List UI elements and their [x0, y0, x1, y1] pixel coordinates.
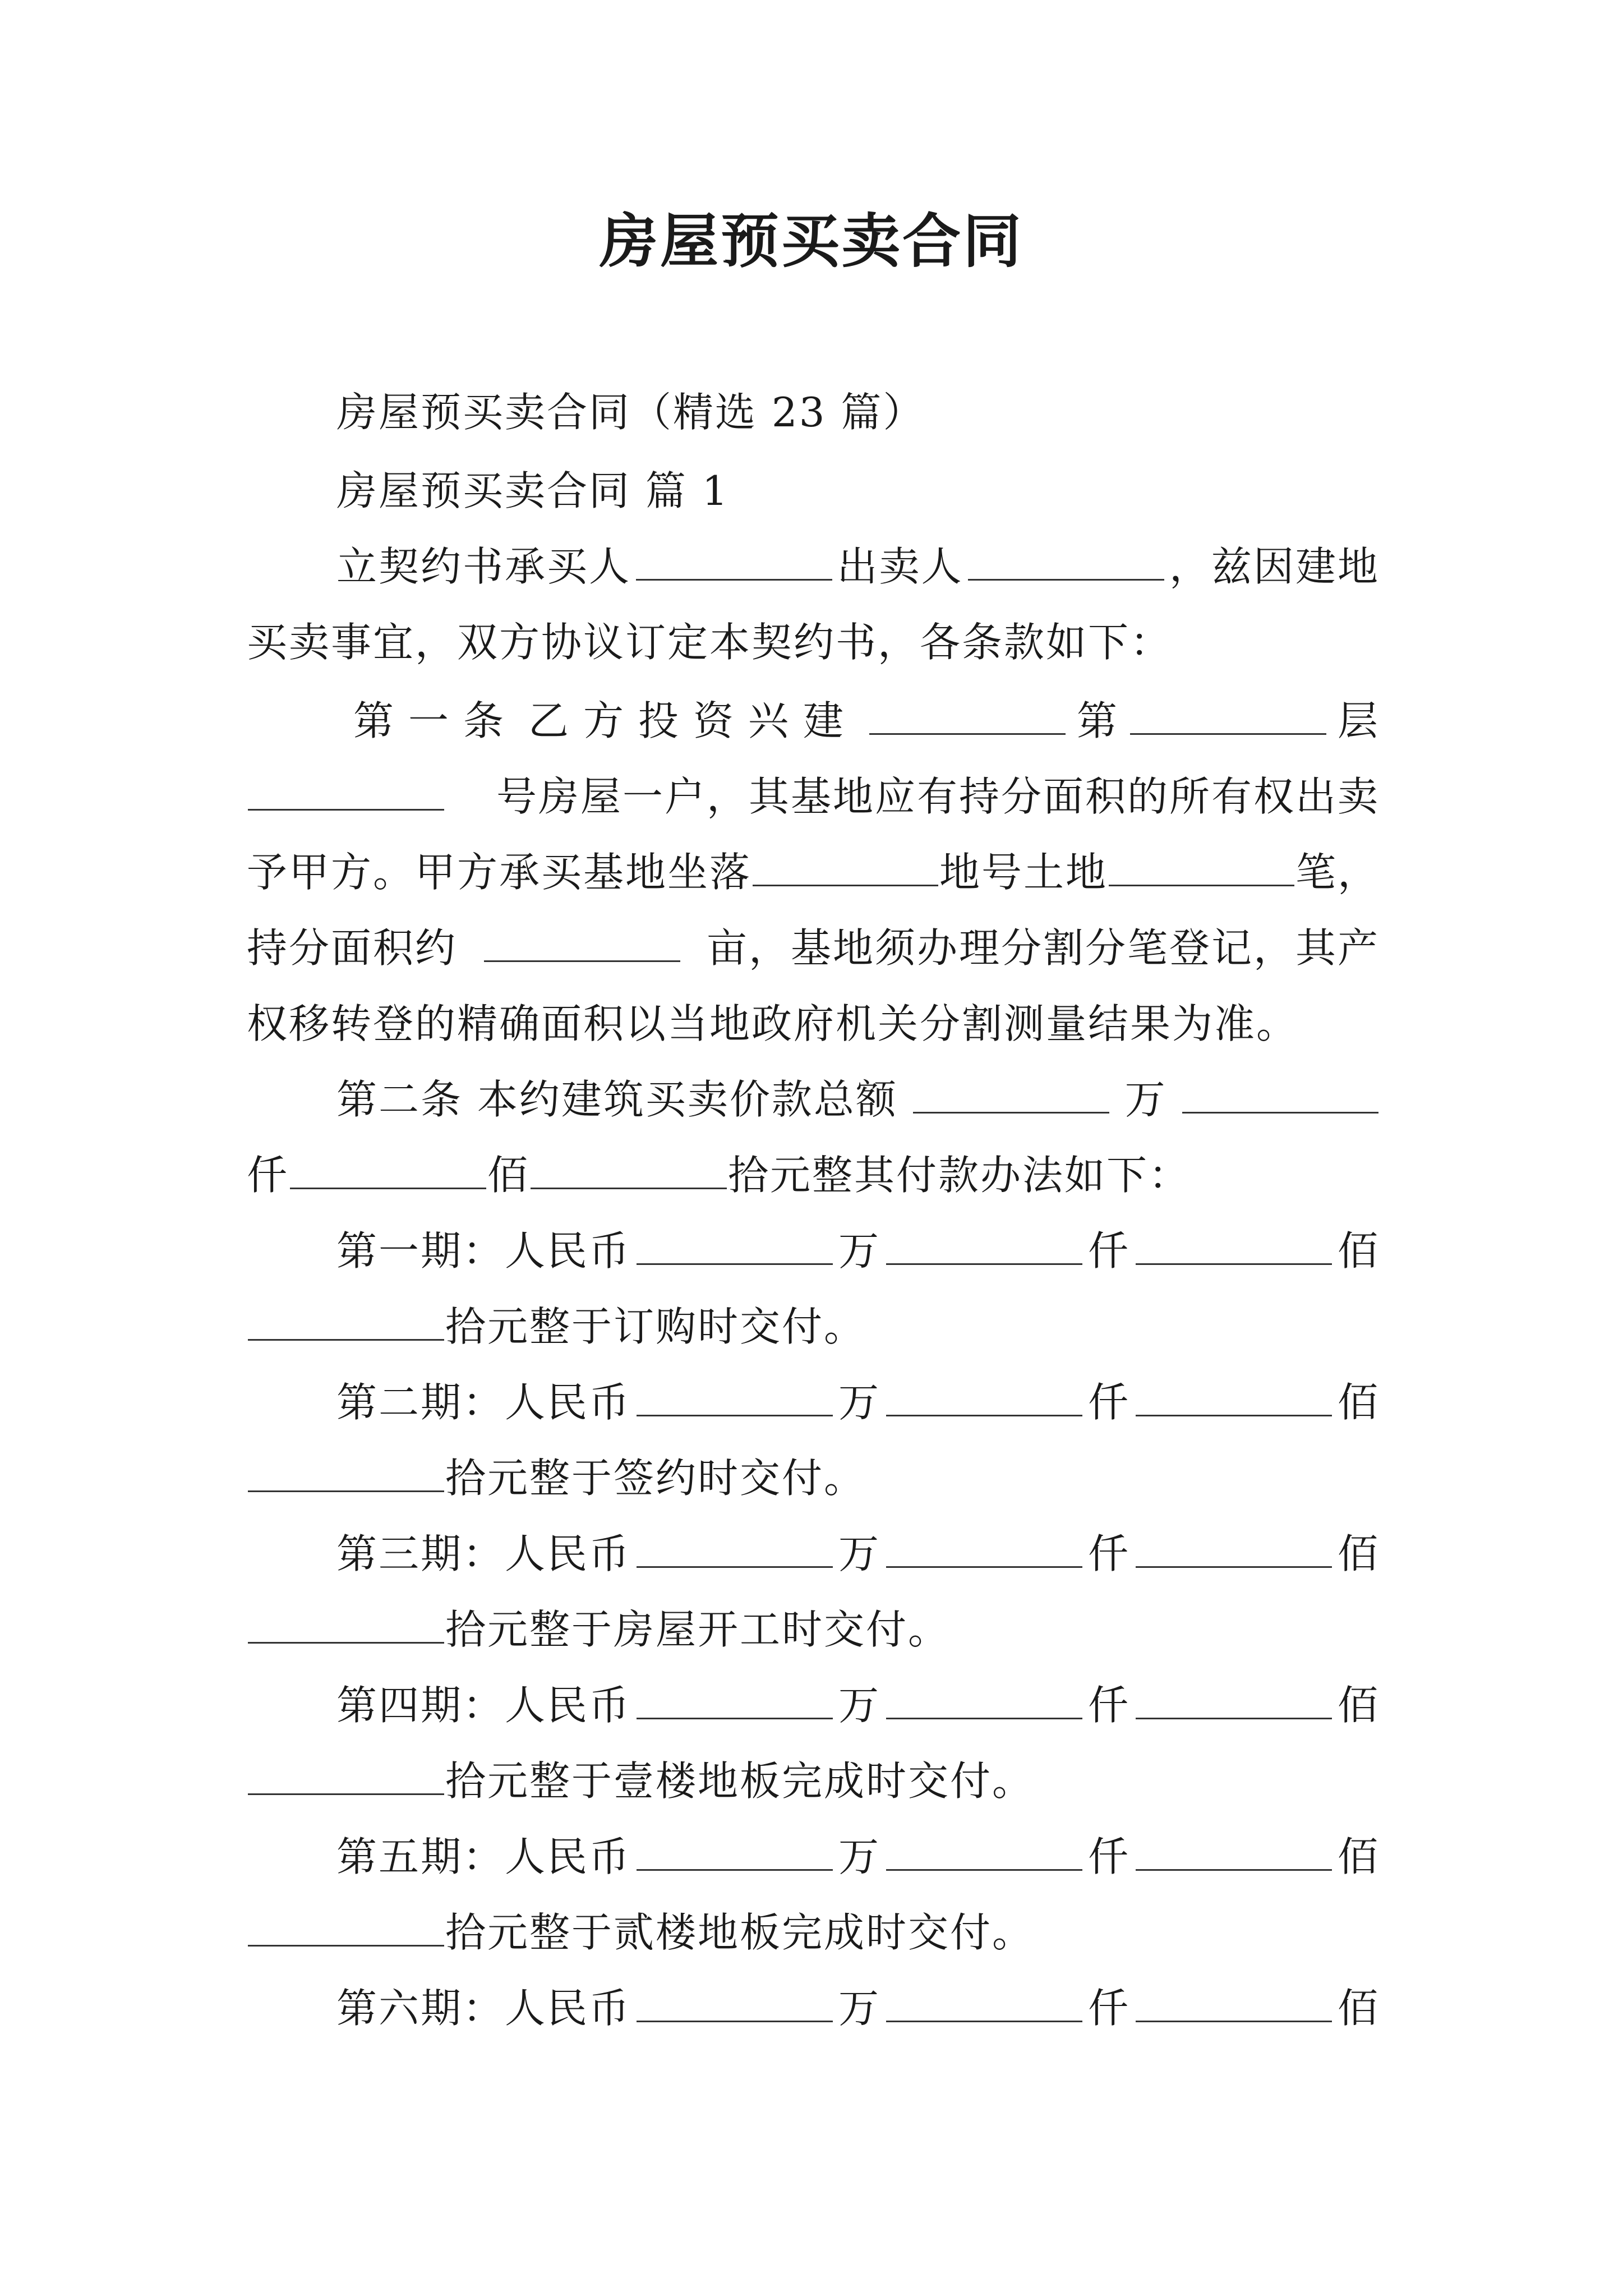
bai-blank[interactable] [1136, 1834, 1332, 1871]
qian-blank[interactable] [886, 1380, 1082, 1416]
installment-6-line-1 [247, 1983, 1380, 2033]
article1-label: 第一条 [353, 697, 519, 744]
floor-blank[interactable] [1130, 698, 1326, 735]
qian-text: 仟 [1087, 1833, 1130, 1880]
qian-text: 仟 [1087, 1985, 1130, 2032]
area-blank[interactable] [484, 926, 680, 962]
installment-tail: 拾元整于壹楼地板完成时交付。 [445, 1757, 1035, 1805]
lot-number-blank[interactable] [1109, 850, 1294, 886]
article2-text-total: 第二条 本约建筑买卖价款总额 [336, 1076, 898, 1123]
installment-label: 第五期：人民币 [336, 1833, 631, 1880]
article2-line-1 [247, 1074, 1380, 1125]
article1-line-5: 权移转登的精确面积以当地政府机关分割测量结果为准。 [247, 1000, 1299, 1047]
total-bai-blank[interactable] [290, 1153, 486, 1189]
qian-text: 仟 [1087, 1530, 1130, 1577]
installment-label: 第三期：人民币 [336, 1530, 631, 1577]
article1-text-di: 第 [1076, 697, 1119, 744]
shi-blank[interactable] [248, 1607, 444, 1644]
wan-text: 万 [838, 1985, 880, 2032]
installment-5-line-2 [247, 1907, 1034, 1958]
qian-blank[interactable] [886, 1228, 1082, 1265]
article1-text-house: 号房屋一户，其基地应有持分面积的所有权出卖 [496, 773, 1380, 820]
article2-text-wan: 万 [1124, 1076, 1167, 1123]
wan-text: 万 [838, 1530, 880, 1577]
installment-label: 第六期：人民币 [336, 1985, 631, 2032]
bai-blank[interactable] [1136, 1380, 1332, 1416]
article1-text-bi: 笔， [1295, 849, 1380, 896]
shi-blank[interactable] [248, 1304, 444, 1341]
installment-label: 第一期：人民币 [336, 1227, 631, 1274]
bai-blank[interactable] [1136, 1986, 1332, 2022]
qian-blank[interactable] [886, 1986, 1082, 2022]
article2-line-2 [247, 1150, 1191, 1200]
intro-text-buyer: 立契约书承买人 [336, 543, 631, 590]
qian-text: 仟 [1087, 1227, 1130, 1274]
installment-3-line-2 [247, 1604, 950, 1655]
installment-4-line-1 [247, 1680, 1380, 1731]
qian-blank[interactable] [886, 1531, 1082, 1568]
bai-text: 佰 [1337, 1379, 1380, 1426]
wan-blank[interactable] [637, 1531, 833, 1568]
total-shi-blank[interactable] [531, 1153, 727, 1189]
article1-text-mu: 亩，基地须办理分割分笔登记，其产 [706, 924, 1380, 972]
shi-blank[interactable] [248, 1910, 444, 1947]
bai-blank[interactable] [1136, 1228, 1332, 1265]
wan-text: 万 [838, 1379, 880, 1426]
total-wan-blank[interactable] [913, 1077, 1109, 1114]
bai-blank[interactable] [1136, 1683, 1332, 1719]
document-title: 房屋预买卖合同 [599, 206, 1023, 275]
installment-tail: 拾元整于贰楼地板完成时交付。 [445, 1909, 1035, 1956]
installment-1-line-2 [247, 1301, 866, 1352]
article1-text-ceng: 层 [1337, 697, 1380, 744]
article1-text-lot: 地号土地 [939, 849, 1108, 896]
wan-blank[interactable] [637, 1683, 833, 1719]
article2-text-qian: 仟 [247, 1152, 289, 1199]
wan-blank[interactable] [637, 1380, 833, 1416]
article1-line-4 [247, 923, 1380, 973]
article1-text-area: 持分面积约 [247, 924, 458, 972]
installment-2-line-2 [247, 1453, 866, 1503]
bai-text: 佰 [1337, 1833, 1380, 1880]
subtitle: 房屋预买卖合同（精选 23 篇） [336, 389, 925, 436]
house-number-blank[interactable] [248, 774, 444, 811]
installment-tail: 拾元整于签约时交付。 [445, 1455, 866, 1502]
article1-line-1 [247, 696, 1380, 746]
total-qian-blank[interactable] [1182, 1077, 1378, 1114]
article1-text-build: 乙方投资兴建 [528, 697, 859, 744]
installment-tail: 拾元整于订购时交付。 [445, 1303, 866, 1350]
article1-line-2 [247, 771, 1380, 822]
installment-3-line-1 [247, 1529, 1380, 1579]
bai-blank[interactable] [1136, 1531, 1332, 1568]
intro-text-seller: 出卖人 [837, 543, 963, 590]
bai-text: 佰 [1337, 1227, 1380, 1274]
bai-text: 佰 [1337, 1682, 1380, 1729]
shi-blank[interactable] [248, 1456, 444, 1492]
article2-text-bai: 佰 [487, 1152, 530, 1199]
installment-5-line-1 [247, 1832, 1380, 1882]
installment-1-line-1 [247, 1226, 1380, 1276]
wan-text: 万 [838, 1227, 880, 1274]
installment-tail: 拾元整于房屋开工时交付。 [445, 1606, 951, 1653]
installment-2-line-1 [247, 1377, 1380, 1428]
bai-text: 佰 [1337, 1985, 1380, 2032]
section-heading: 房屋预买卖合同 篇 1 [336, 467, 730, 514]
intro-line-1 [247, 541, 1380, 592]
qian-text: 仟 [1087, 1379, 1130, 1426]
bai-text: 佰 [1337, 1530, 1380, 1577]
shi-blank[interactable] [248, 1759, 444, 1795]
wan-text: 万 [838, 1682, 880, 1729]
qian-blank[interactable] [886, 1683, 1082, 1719]
article2-text-payment: 拾元整其付款办法如下： [728, 1152, 1191, 1199]
intro-text-land: ，兹因建地 [1169, 543, 1380, 590]
qian-blank[interactable] [886, 1834, 1082, 1871]
installment-label: 第二期：人民币 [336, 1379, 631, 1426]
site-location-blank[interactable] [753, 850, 938, 886]
article1-text-site: 予甲方。甲方承买基地坐落 [247, 849, 752, 896]
article1-line-3 [247, 847, 1380, 898]
wan-blank[interactable] [637, 1834, 833, 1871]
seller-blank[interactable] [968, 544, 1164, 581]
qian-text: 仟 [1087, 1682, 1130, 1729]
installment-label: 第四期：人民币 [336, 1682, 631, 1729]
intro-line-2: 买卖事宜，双方协议订定本契约书，各条款如下： [247, 619, 1173, 666]
buyer-blank[interactable] [636, 544, 832, 581]
wan-text: 万 [838, 1833, 880, 1880]
wan-blank[interactable] [637, 1228, 833, 1265]
wan-blank[interactable] [637, 1986, 833, 2022]
installment-4-line-2 [247, 1756, 1034, 1806]
building-blank[interactable] [869, 698, 1066, 735]
